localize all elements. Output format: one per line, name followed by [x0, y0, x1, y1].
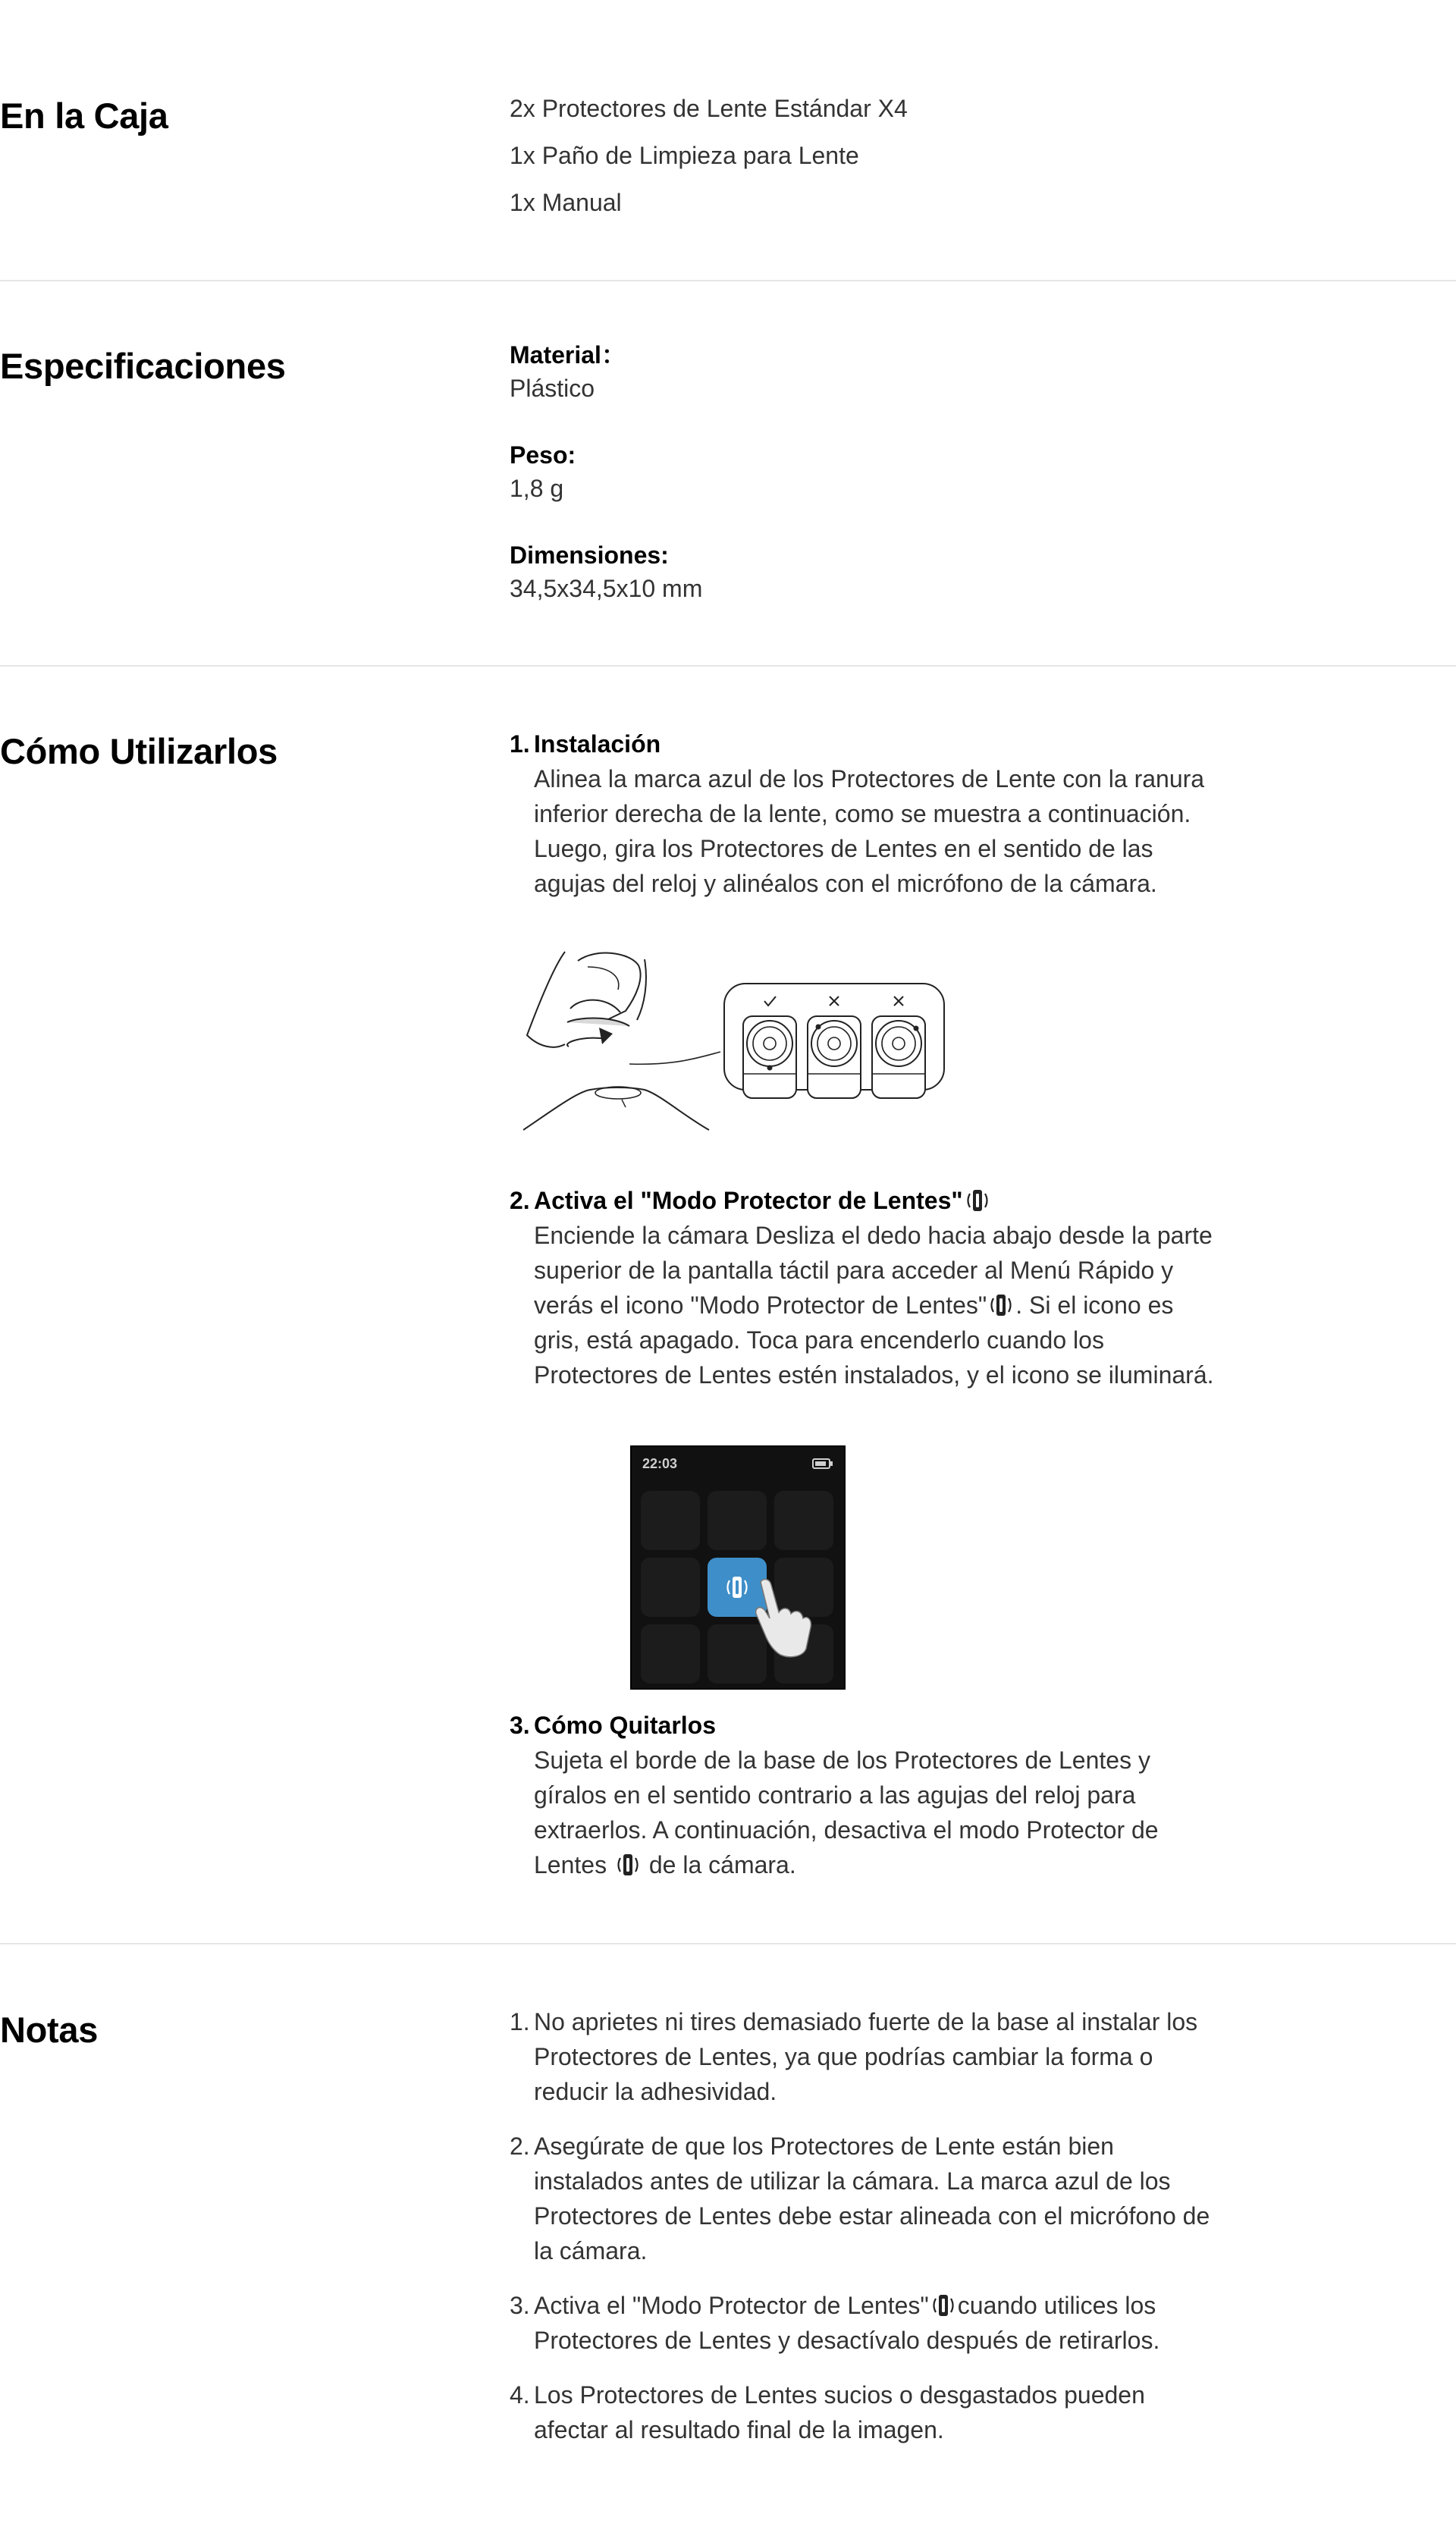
notes-list — [510, 2004, 1215, 2447]
specs-list — [510, 338, 1215, 639]
spec-label-dimensions: Dimensiones: — [510, 541, 669, 569]
note-item — [510, 2377, 1216, 2447]
in-box-item: 1x Manual — [510, 189, 622, 216]
spec-value-weight: 1,8 g — [510, 475, 564, 502]
note-number: 1. — [510, 2008, 530, 2035]
note-text: No aprietes ni tires demasiado fuerte de la base al instalar los Protectores de Lentes, ya que podrías cambiar la forma o reducir la adhesividad. — [534, 2008, 1198, 2105]
lens-protector-mode-icon — [930, 2293, 956, 2318]
spec-label-weight: Peso: — [510, 441, 576, 469]
note-text: Asegúrate de que los Protectores de Lente están bien instalados antes de utilizar la cámara. La marca azul de los Protectores de Lentes debe estar alineada con el micrófono de la cámara. — [534, 2133, 1210, 2264]
note-text: Los Protectores de Lentes sucios o desgastados pueden afectar al resultado final de la imagen. — [534, 2381, 1145, 2443]
step-3-text — [534, 1743, 1216, 1882]
step-title-text: Activa el "Modo Protector de Lentes" — [534, 1187, 963, 1214]
lens-protector-mode-icon — [988, 1292, 1014, 1318]
step-2-text — [534, 1218, 1216, 1392]
note-text-b: cuando utilices los Protectores de Lentes y desactívalo después de retirarlos. — [534, 2292, 1160, 2354]
step-2-text-a: Enciende la cámara Desliza el dedo hacia abajo desde la parte superior de la pantalla táctil para acceder al Menú Rápido y verás el icono "Modo Protector de Lentes" — [534, 1222, 1213, 1319]
quick-menu-tile[interactable] — [708, 1491, 767, 1550]
quick-menu-screen — [630, 1445, 846, 1690]
step-number: 2. — [510, 1187, 530, 1214]
howto-heading: Cómo Utilizarlos — [0, 731, 278, 771]
quick-menu-tile[interactable] — [774, 1491, 833, 1550]
tapping-finger-icon — [753, 1576, 814, 1659]
step-title-text: Instalación — [534, 730, 661, 758]
battery-icon — [812, 1458, 833, 1470]
quick-menu-tile[interactable] — [641, 1491, 700, 1550]
section-divider — [0, 665, 1456, 667]
in-box-list — [510, 85, 1215, 226]
note-number: 4. — [510, 2381, 530, 2409]
in-box-item: 2x Protectores de Lente Estándar X4 — [510, 95, 908, 122]
step-3-title — [510, 1708, 1215, 1743]
step-1-title — [510, 727, 1215, 761]
step-3-text-b: de la cámara. — [642, 1851, 796, 1878]
note-number: 3. — [510, 2292, 530, 2319]
step-3 — [510, 1708, 1215, 1882]
step-1 — [510, 727, 1215, 901]
install-illustration — [523, 944, 948, 1141]
step-3-text-a: Sujeta el borde de la base de los Protectores de Lentes y gíralos en el sentido contrario a las agujas del reloj para extraerlos. A continuación, desactiva el modo Protector de Lentes — [534, 1747, 1159, 1878]
note-item — [510, 2004, 1216, 2109]
spec-value-material: Plástico — [510, 375, 595, 402]
step-2-title — [510, 1183, 1215, 1218]
screen-time: 22:03 — [642, 1456, 678, 1471]
spec-value-dimensions: 34,5x34,5x10 mm — [510, 575, 703, 602]
step-1-text: Alinea la marca azul de los Protectores de Lente con la ranura inferior derecha de la lente, como se muestra a continuación. Luego, gira los Protectores de Lentes en el sentido de las agujas del reloj y alinéalos con el micrófono de la cámara. — [534, 765, 1205, 897]
spec-label-material: Material： — [510, 341, 626, 369]
step-title-text: Cómo Quitarlos — [534, 1712, 717, 1739]
note-item — [510, 2288, 1216, 2358]
step-number: 1. — [510, 730, 530, 758]
section-divider — [0, 280, 1456, 281]
quick-menu-tile[interactable] — [641, 1558, 700, 1617]
note-number: 2. — [510, 2133, 530, 2160]
lens-protector-mode-icon — [615, 1852, 641, 1878]
lens-protector-mode-icon — [724, 1574, 750, 1600]
section-divider — [0, 1943, 1456, 1944]
notes-container — [510, 2004, 1215, 2467]
in-box-heading: En la Caja — [0, 96, 168, 136]
notes-heading: Notas — [0, 2010, 99, 2050]
specs-heading: Especificaciones — [0, 346, 286, 386]
step-2-text-b: . Si el icono es gris, está apagado. Toca para encenderlo cuando los Protectores de Lentes estén instalados, y el icono se iluminará. — [534, 1291, 1214, 1389]
step-number: 3. — [510, 1712, 530, 1739]
in-box-item: 1x Paño de Limpieza para Lente — [510, 142, 859, 169]
note-text-a: Activa el "Modo Protector de Lentes" — [534, 2292, 929, 2319]
note-item — [510, 2129, 1216, 2268]
quick-menu-tile[interactable] — [641, 1624, 700, 1684]
lens-protector-mode-icon — [965, 1188, 990, 1213]
step-2 — [510, 1183, 1215, 1392]
